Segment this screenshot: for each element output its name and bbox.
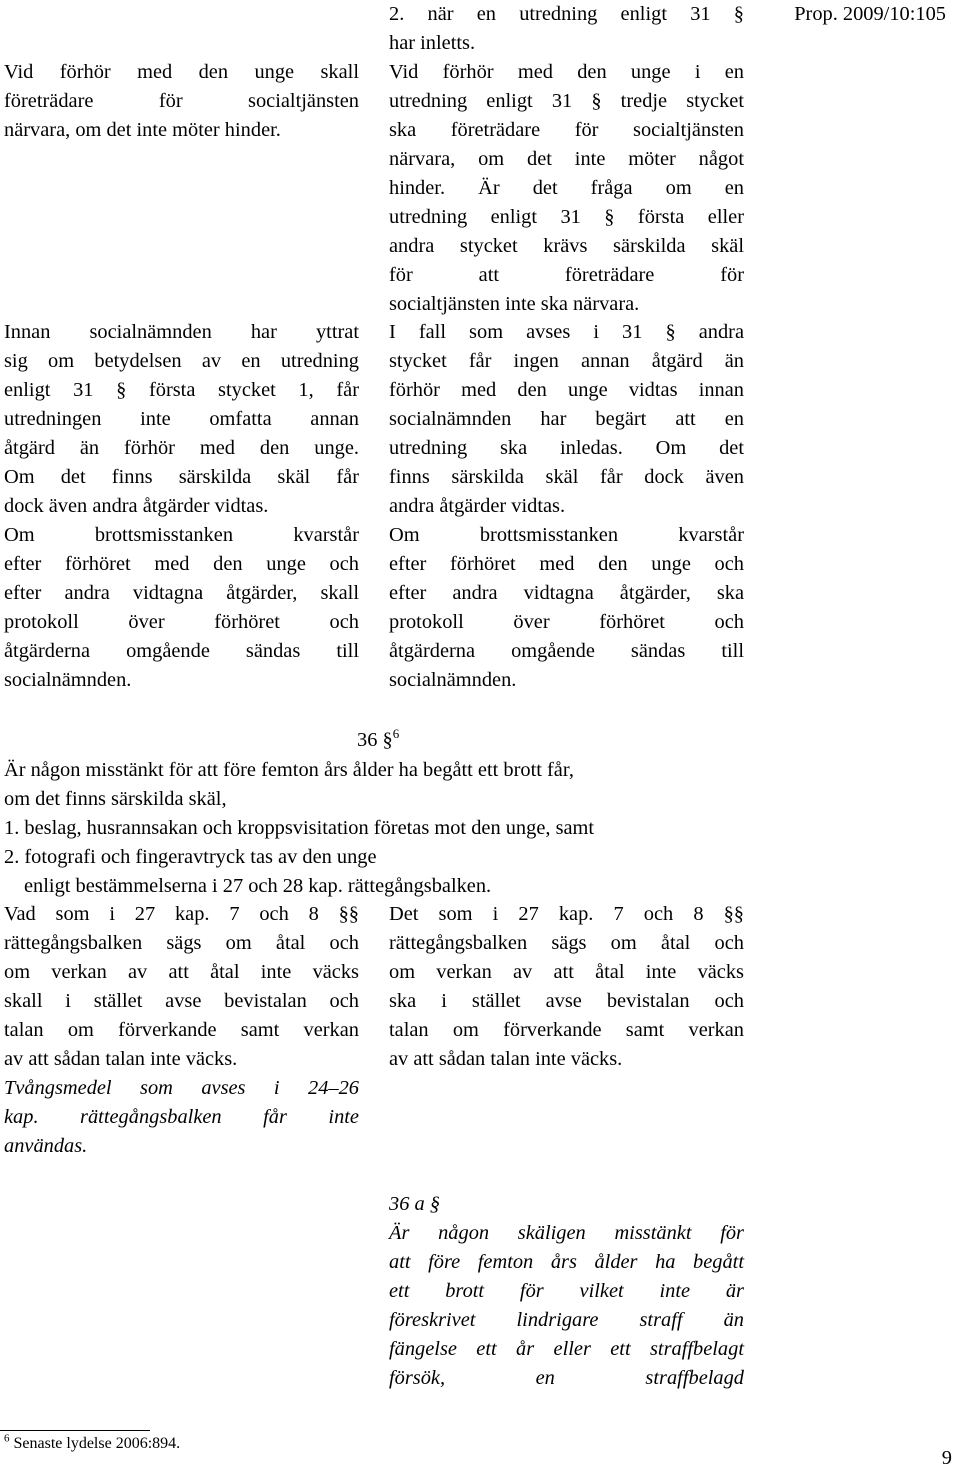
right-lower-paragraph-1 xyxy=(389,900,744,1074)
line-text: åtgärderna omgående sändas till xyxy=(389,640,744,662)
text-line xyxy=(389,116,744,145)
line-text: Innan socialnämnden har yttrat xyxy=(4,321,359,343)
line-text: andra stycket krävs särskilda skäl xyxy=(389,235,744,257)
text-line xyxy=(4,958,359,987)
text-line xyxy=(4,987,359,1016)
text-line xyxy=(389,290,744,319)
line-text: enligt 31 § första stycket 1, får xyxy=(4,379,359,401)
line-text: socialnämnden har begärt att en xyxy=(389,408,744,430)
line-text: Tvångsmedel som avses i 24–26 xyxy=(4,1077,359,1099)
text-line xyxy=(4,579,359,608)
page-number: 9 xyxy=(941,1447,952,1469)
line-text: om verkan av att åtal inte väcks xyxy=(4,961,359,983)
line-text: förhör med den unge vidtas innan xyxy=(389,379,744,401)
section-36a xyxy=(389,1190,744,1393)
text-line xyxy=(4,666,359,695)
text-line xyxy=(389,521,744,550)
text-line xyxy=(4,608,359,637)
line-text: Om det finns särskilda skäl får xyxy=(4,466,359,488)
line-text: företrädare för socialtjänsten xyxy=(4,90,359,112)
text-line xyxy=(4,637,359,666)
right-paragraph-4 xyxy=(389,521,744,695)
line-text: Är någon skäligen misstänkt för xyxy=(389,1222,744,1244)
section-36-heading xyxy=(357,726,399,755)
line-text: av att sådan talan inte väcks. xyxy=(389,1048,623,1070)
text-line xyxy=(389,261,744,290)
text-line xyxy=(389,87,744,116)
line-text: I fall som avses i 31 § andra xyxy=(389,321,744,343)
line-text: utredning enligt 31 § första eller xyxy=(389,206,744,228)
text-line: Är någon misstänkt för att före femton års ålder ha begått ett brott får, xyxy=(4,759,574,781)
text-line xyxy=(389,1045,744,1074)
footnote-reference: 6 xyxy=(392,726,400,742)
line-text: utredning enligt 31 § tredje stycket xyxy=(389,90,744,112)
text-line xyxy=(389,492,744,521)
text-line xyxy=(389,666,744,695)
section-heading-text: 36 a § xyxy=(389,1193,440,1215)
line-text: närvara, om det inte möter något xyxy=(389,148,744,170)
text-line xyxy=(389,376,744,405)
line-text: om verkan av att åtal inte väcks xyxy=(389,961,744,983)
text-line xyxy=(4,376,359,405)
right-paragraph-1 xyxy=(389,0,744,58)
text-line xyxy=(389,1306,744,1335)
text-line xyxy=(4,1103,359,1132)
footnote xyxy=(4,1433,180,1455)
line-text: stycket får ingen annan åtgärd än xyxy=(389,350,744,372)
section-heading-text: 36 § xyxy=(357,729,393,751)
line-text: andra åtgärder vidtas. xyxy=(389,495,566,517)
line-text: närvara, om det inte möter hinder. xyxy=(4,119,281,141)
left-paragraph-3 xyxy=(4,521,359,695)
line-text: fängelse ett år eller ett straffbelagt xyxy=(389,1338,744,1360)
text-line xyxy=(4,1132,359,1161)
footnote-divider xyxy=(0,1430,150,1431)
text-line: 1. beslag, husrannsakan och kroppsvisitation företas mot den unge, samt xyxy=(4,817,595,839)
text-line xyxy=(4,1045,359,1074)
line-text: rättegångsbalken sägs om åtal och xyxy=(4,932,359,954)
line-text: föreskrivet lindrigare straff än xyxy=(389,1309,744,1331)
line-text: utredning ska inledas. Om det xyxy=(389,437,744,459)
text-line xyxy=(389,58,744,87)
footnote-number: 6 xyxy=(4,1432,10,1445)
text-line xyxy=(4,463,359,492)
line-text: försök, en straffbelagd xyxy=(389,1367,744,1389)
line-text: ett brott för vilket inte är xyxy=(389,1280,744,1302)
line-text: åtgärd än förhör med den unge. xyxy=(4,437,359,459)
line-text: Vid förhör med den unge skall xyxy=(4,61,359,83)
line-text: finns särskilda skäl får dock även xyxy=(389,466,744,488)
line-text: socialnämnden. xyxy=(4,669,132,691)
text-line xyxy=(4,347,359,376)
line-text: Vad som i 27 kap. 7 och 8 §§ xyxy=(4,903,359,925)
line-text: socialnämnden. xyxy=(389,669,517,691)
left-lower-paragraph-1 xyxy=(4,900,359,1074)
text-line xyxy=(4,434,359,463)
footnote-text: Senaste lydelse 2006:894. xyxy=(13,1435,181,1452)
text-line xyxy=(389,900,744,929)
line-text: protokoll över förhöret och xyxy=(4,611,359,633)
line-text: efter förhöret med den unge och xyxy=(4,553,359,575)
text-line xyxy=(4,87,359,116)
text-line xyxy=(389,1335,744,1364)
text-line xyxy=(389,29,744,58)
text-line xyxy=(4,929,359,958)
text-line xyxy=(389,174,744,203)
text-line xyxy=(4,521,359,550)
line-text: 2. när en utredning enligt 31 § xyxy=(389,3,744,25)
proposition-reference: Prop. 2009/10:105 xyxy=(794,3,946,25)
text-line xyxy=(389,608,744,637)
text-line xyxy=(389,318,744,347)
text-line xyxy=(4,58,359,87)
line-text: Vid förhör med den unge i en xyxy=(389,61,744,83)
line-text: rättegångsbalken sägs om åtal och xyxy=(389,932,744,954)
text-line xyxy=(4,492,359,521)
text-line xyxy=(389,637,744,666)
line-text: dock även andra åtgärder vidtas. xyxy=(4,495,269,517)
right-paragraph-2 xyxy=(389,58,744,319)
line-text: för att företrädare för xyxy=(389,264,744,286)
text-line xyxy=(389,0,744,29)
text-line xyxy=(389,1364,744,1393)
line-text: ska företrädare för socialtjänsten xyxy=(389,119,744,141)
left-lower-paragraph-2 xyxy=(4,1074,359,1161)
text-line xyxy=(389,929,744,958)
line-text: Om brottsmisstanken kvarstår xyxy=(389,524,744,546)
line-text: kap. rättegångsbalken får inte xyxy=(4,1106,359,1128)
text-line xyxy=(389,550,744,579)
line-text: hinder. Är det fråga om en xyxy=(389,177,744,199)
text-line: enligt bestämmelserna i 27 och 28 kap. rättegångsbalken. xyxy=(24,875,492,897)
line-text: efter andra vidtagna åtgärder, ska xyxy=(389,582,744,604)
line-text: sig om betydelsen av en utredning xyxy=(4,350,359,372)
text-line xyxy=(389,434,744,463)
text-line xyxy=(389,405,744,434)
section-36-body xyxy=(4,756,764,901)
left-column-upper xyxy=(4,58,359,145)
text-line xyxy=(389,1277,744,1306)
text-line xyxy=(389,203,744,232)
text-line xyxy=(4,116,359,145)
text-line xyxy=(4,318,359,347)
text-line xyxy=(389,232,744,261)
line-text: ska i stället avse bevistalan och xyxy=(389,990,744,1012)
right-paragraph-3 xyxy=(389,318,744,521)
text-line xyxy=(4,550,359,579)
line-text: efter andra vidtagna åtgärder, skall xyxy=(4,582,359,604)
left-paragraph-2 xyxy=(4,318,359,521)
line-text: Om brottsmisstanken kvarstår xyxy=(4,524,359,546)
line-text: har inletts. xyxy=(389,32,476,54)
text-line xyxy=(389,347,744,376)
line-text: utredningen inte omfatta annan xyxy=(4,408,359,430)
line-text: att före femton års ålder ha begått xyxy=(389,1251,744,1273)
text-line xyxy=(389,463,744,492)
text-line xyxy=(389,1248,744,1277)
line-text: användas. xyxy=(4,1135,88,1157)
text-line xyxy=(389,1016,744,1045)
text-line xyxy=(389,579,744,608)
left-paragraph-1 xyxy=(4,58,359,145)
text-line: om det finns särskilda skäl, xyxy=(4,788,227,810)
text-line xyxy=(389,958,744,987)
line-text: av att sådan talan inte väcks. xyxy=(4,1048,238,1070)
line-text: socialtjänsten inte ska närvara. xyxy=(389,293,640,315)
text-line xyxy=(389,1219,744,1248)
line-text: Det som i 27 kap. 7 och 8 §§ xyxy=(389,903,744,925)
line-text: protokoll över förhöret och xyxy=(389,611,744,633)
line-text: efter förhöret med den unge och xyxy=(389,553,744,575)
line-text: talan om förverkande samt verkan xyxy=(4,1019,359,1041)
text-line xyxy=(4,1074,359,1103)
text-line xyxy=(389,987,744,1016)
text-line xyxy=(389,145,744,174)
text-line xyxy=(4,900,359,929)
line-text: talan om förverkande samt verkan xyxy=(389,1019,744,1041)
line-text: skall i stället avse bevistalan och xyxy=(4,990,359,1012)
text-line xyxy=(4,405,359,434)
text-line xyxy=(4,1016,359,1045)
text-line: 2. fotografi och fingeravtryck tas av den unge xyxy=(4,846,377,868)
line-text: åtgärderna omgående sändas till xyxy=(4,640,359,662)
